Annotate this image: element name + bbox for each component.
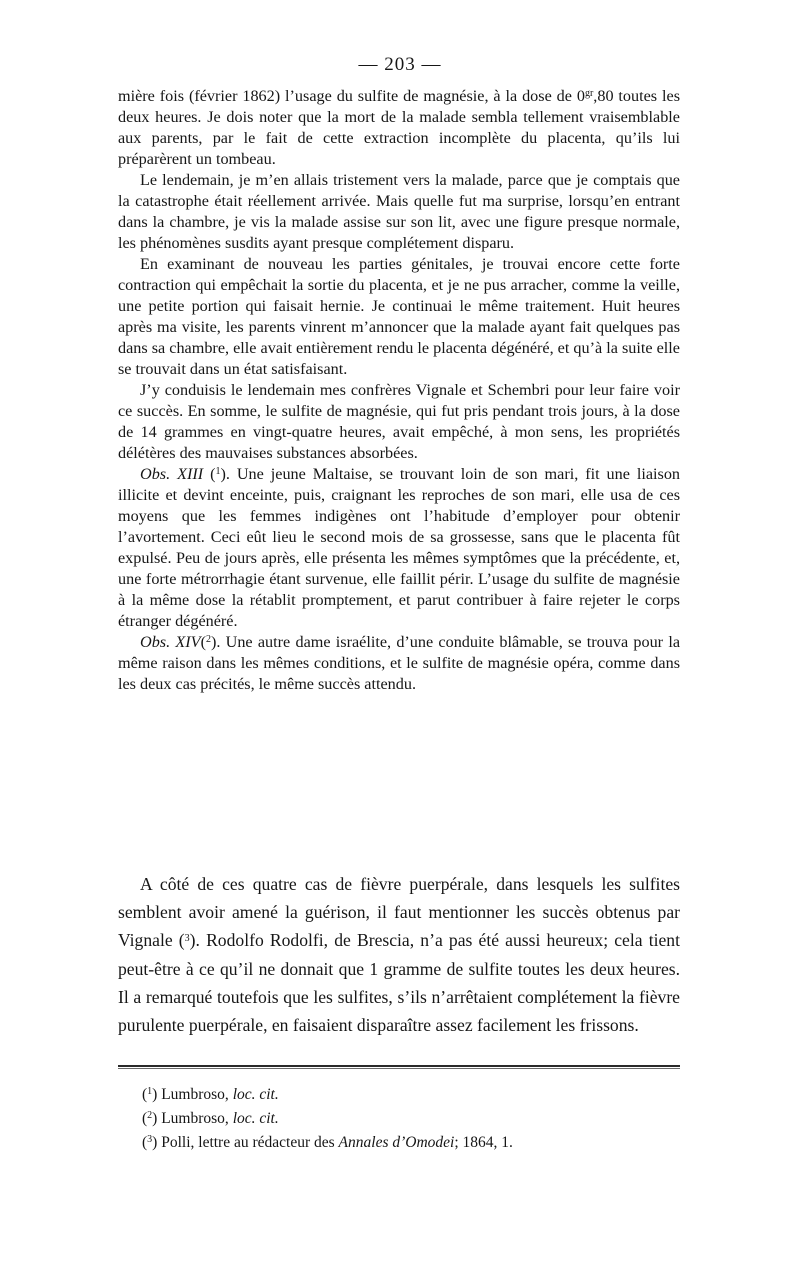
paragraph-1-start: mière fois (février 1862) l’usage du sulfite de magnésie, à la dose de 0	[118, 87, 585, 105]
footnote-2-author: Lumbroso,	[161, 1110, 233, 1127]
main-text	[118, 86, 680, 695]
paragraph-3: En examinant de nouveau les parties génitales, je trouvai encore cette forte contraction qui empêchait la sortie du placenta, et je ne pus arracher, comme la veille, une petite portion qui faisait hernie. Je continuai le même traitement. Huit heures après ma visite, les parents vinrent m’annoncer que la malade ayant fait quelques pas dans sa chambre, elle avait entièrement rendu le placenta dégénéré, et qu’à la suite elle se trouvait dans un état satisfaisant.	[118, 255, 680, 378]
paragraph-1	[118, 86, 680, 170]
footnote-ref-3: 3	[184, 933, 190, 945]
closing-section	[118, 870, 680, 1039]
footnote-1-mark: 1	[147, 1086, 153, 1097]
footnote-1-author: Lumbroso,	[161, 1086, 233, 1103]
paragraph-5: A côté de ces quatre cas de fièvre puerpérale, dans lesquels les sulfites semblent avoir amené la guérison, il faut mentionner les succès obtenus par Vignale ($^3$). Rodolfo Rodolfi, de Brescia, n’a pas été aussi heureux; cela tient peut-être à ce qu’il ne donnait que 1 gramme de sulfite toutes les deux heures. Il a remarqué toutefois que les sulfites, s’ils n’arrêtaient complétement la fièvre purulente puerpérale, en faisaient disparaître assez facilement les frissons.	[118, 874, 680, 1036]
footnote-2-cite: loc. cit.	[232, 1110, 279, 1127]
observation-13-text: . Une jeune Maltaise, se trouvant loin de son mari, fit une liaison illicite et devint enceinte, puis, craignant les reproches de son mari, elle usa de ces moyens que les femmes indigènes ont l’habitude d’employer pour obtenir l’avortement. Ceci eût lieu le second mois de sa grossesse, sans que le placenta fût expulsé. Peu de jours après, elle présenta les mêmes symptômes que la précédente, et, une forte métrorrhagie étant survenue, elle faillit périr. L’usage du sulfite de magnésie à la même dose la rétablit promptement, et parut contribuer à faire rejeter le corps étranger dégénéré.	[118, 465, 681, 630]
footnote-separator	[118, 1065, 680, 1069]
footnote-ref-2: 2	[205, 634, 211, 645]
footnote-3-author: Polli, lettre au rédacteur des	[161, 1134, 339, 1151]
footnote-ref-1: 1	[215, 466, 221, 477]
page-number: — 203 —	[358, 54, 442, 75]
footnote-2: ($^2$) Lumbroso, loc. cit.	[142, 1110, 279, 1127]
footnote-3-cite: Annales d’Omodei	[338, 1134, 455, 1151]
observation-14-label: Obs. XIV	[140, 633, 201, 651]
footnotes	[142, 1083, 682, 1155]
footnote-1-cite: loc. cit.	[232, 1086, 279, 1103]
paragraph-2: Le lendemain, je m’en allais tristement vers la malade, parce que je comptais que la catastrophe était réellement arrivée. Mais quelle fut ma surprise, lorsqu’en entrant dans la chambre, je vis la malade assise sur son lit, avec une figure presque normale, les phénomènes susdits ayant presque complétement disparu.	[118, 171, 680, 252]
paragraph-1-rest: ,80 toutes les deux heures. Je dois noter que la mort de la malade sembla tellement vraisemblable aux parents, par le fait de cette extraction incomplète du placenta, qu’ils lui préparèrent un tombeau.	[118, 87, 680, 168]
paragraph-4: J’y conduisis le lendemain mes confrères Vignale et Schembri pour leur faire voir ce succès. En somme, le sulfite de magnésie, qui fut pris pendant trois jours, à la dose de 14 grammes en vingt-quatre heures, avait empêché, à mon sens, les propriétés délétères des mauvaises substances absorbées.	[118, 381, 680, 462]
paragraph-5-rest: . Rodolfo Rodolfi, de Brescia, n’a pas été aussi heureux; cela tient peut-être à ce qu’il ne donnait que 1 gramme de sulfite toutes les deux heures. Il a remarqué toutefois que les sulfites, s’ils n’arrêtaient complétement la fièvre purulente puerpérale, en faisaient disparaître assez facilement les frissons.	[118, 930, 680, 1036]
observation-13-label: Obs. XIII	[140, 465, 204, 483]
footnote-3-tail: ; 1864, 1.	[454, 1134, 513, 1151]
footnote-1: ($^1$) Lumbroso, loc. cit.	[142, 1086, 279, 1103]
footnote-2-mark: 2	[147, 1110, 153, 1121]
gram-unit: gr	[584, 88, 594, 99]
observation-14: Obs. XIV($^2$). Une autre dame israélite, d’une conduite blâmable, se trouva pour la même raison dans les mêmes conditions, et le sulfite de magnésie opéra, comme dans les deux cas précités, le même succès attendu.	[118, 633, 681, 693]
observation-13: Obs. XIII ($^1$). Une jeune Maltaise, se trouvant loin de son mari, fit une liaison illicite et devint enceinte, puis, craignant les reproches de son mari, elle usa de ces moyens que les femmes indigènes ont l’habitude d’employer pour obtenir l’avortement. Ceci eût lieu le second mois de sa grossesse, sans que le placenta fût expulsé. Peu de jours après, elle présenta les mêmes symptômes que la précédente, et, une forte métrorrhagie étant survenue, elle faillit périr. L’usage du sulfite de magnésie à la même dose la rétablit promptement, et parut contribuer à faire rejeter le corps étranger dégénéré.	[118, 465, 681, 630]
footnote-3-mark: 3	[147, 1134, 153, 1145]
footnote-3: ($^3$) Polli, lettre au rédacteur des Annales d’Omodei; 1864, 1.	[142, 1134, 513, 1151]
paragraph-5-start: A côté de ces quatre cas de fièvre puerpérale, dans lesquels les sulfites semblent avoir amené la guérison, il faut mentionner les succès obtenus par Vignale	[118, 874, 680, 951]
observation-14-text: . Une autre dame israélite, d’une conduite blâmable, se trouva pour la même raison dans les mêmes conditions, et le sulfite de magnésie opéra, comme dans les deux cas précités, le même succès attendu.	[118, 633, 681, 693]
